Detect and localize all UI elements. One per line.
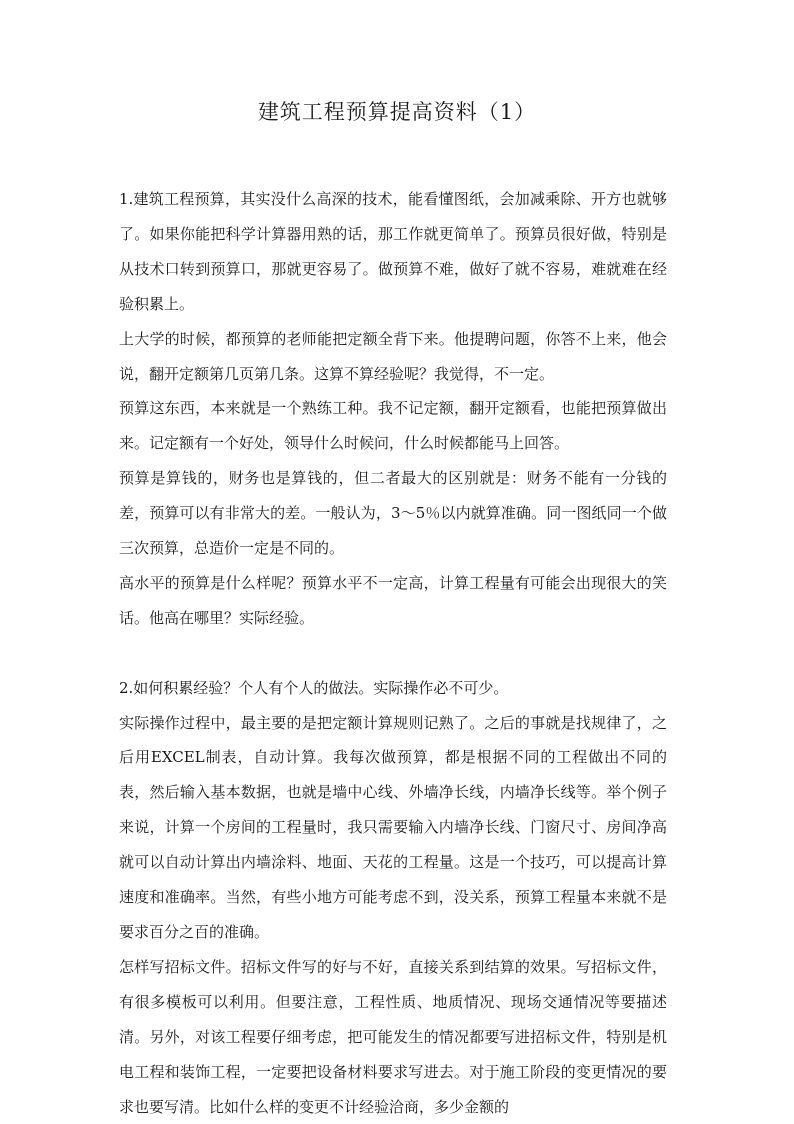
document-body (119, 182, 667, 1124)
paragraph-2: 上大学的时候，都预算的老师能把定额全背下来。他提聘问题，你答不上来，他会说，翻开定额第几页第几条。这算不算经验呢？我觉得，不一定。 (119, 329, 667, 383)
document-title: 建筑工程预算提高资料（1） (257, 100, 537, 124)
paragraph-4: 预算是算钱的，财务也是算钱的，但二者最大的区别就是：财务不能有一分钱的差，预算可以有非常大的差。一般认为，3～5％以内就算准确。同一图纸同一个做三次预算，总造价一定是不同的。 (119, 469, 667, 558)
paragraph-1: 1.建筑工程预算，其实没什么高深的技术，能看懂图纸，会加减乘除、开方也就够了。如果你能把科学计算器用熟的话，那工作就更简单了。预算员很好做，特别是从技术口转到预算口，那就更容易了。做预算不难，做好了就不容易，难就难在经验积累上。 (119, 190, 667, 313)
paragraph-5: 高水平的预算是什么样呢？预算水平不一定高，计算工程量有可能会出现很大的笑话。他高在哪里？实际经验。 (119, 573, 667, 627)
paragraph-6: 2.如何积累经验？个人有个人的做法。实际操作必不可少。 (119, 678, 509, 697)
paragraph-7: 实际操作过程中，最主要的是把定额计算规则记熟了。之后的事就是找规律了，之后用EXCEL制表，自动计算。我每次做预算，都是根据不同的工程做出不同的表，然后输入基本数据，也就是墙中心线、外墙净长线，内墙净长线等。举个例子来说，计算一个房间的工程量时，我只需要输入内墙净长线、门窗尺寸、房间净高就可以自动计算出内墙涂料、地面、天花的工程量。这是一个技巧，可以提高计算速度和准确率。当然，有些小地方可能考虑不到，没关系，预算工程量本来就不是要求百分之百的准确。 (119, 713, 667, 942)
paragraph-8: 怎样写招标文件。招标文件写的好与不好，直接关系到结算的效果。写招标文件，有很多模板可以利用。但要注意，工程性质、地质情况、现场交通情况等要描述清。另外，对该工程要仔细考虑，把可能发生的情况都要写进招标文件，特别是机电工程和装饰工程，一定要把设备材料要求写进去。对于施工阶段的变更情况的要求也要写清。比如什么样的变更不计经验洽商，多少金额的 (119, 957, 667, 1116)
paragraph-gap (119, 636, 667, 671)
paragraph-3: 预算这东西，本来就是一个熟练工种。我不记定额，翻开定额看，也能把预算做出来。记定额有一个好处，领导什么时候问，什么时候都能马上回答。 (119, 399, 667, 453)
